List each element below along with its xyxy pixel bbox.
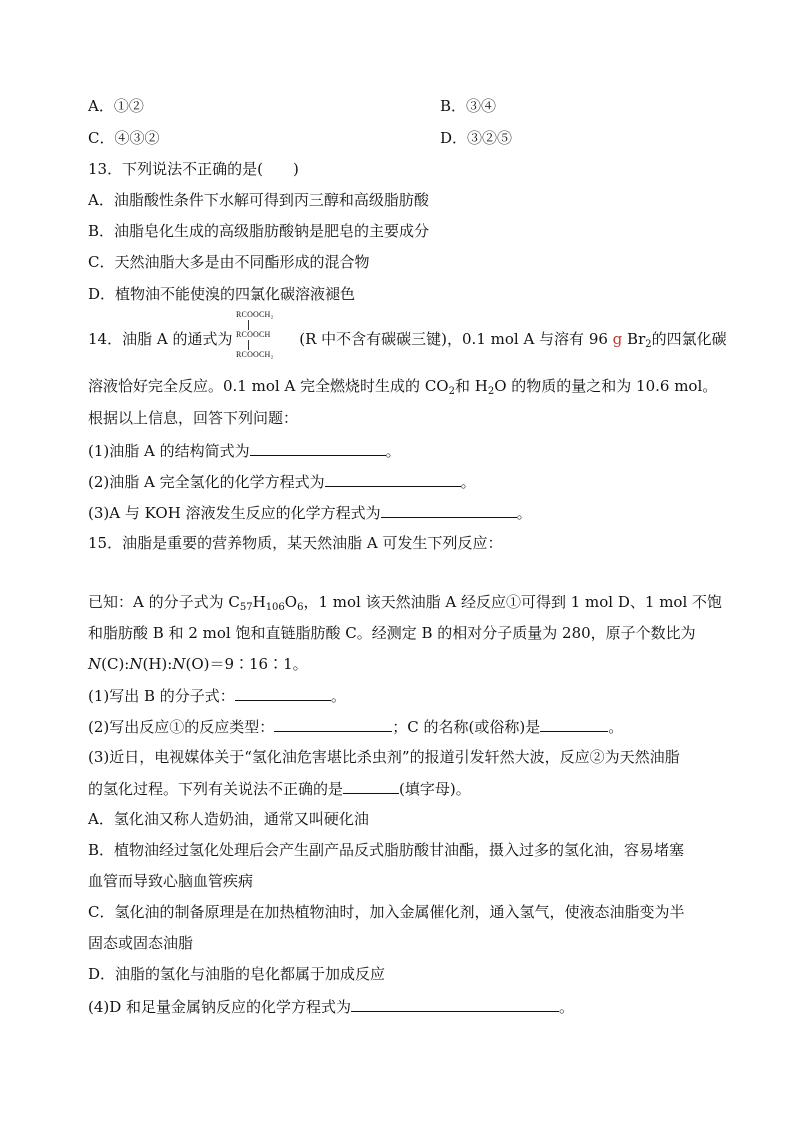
q15-option-c-line-1: C．氢化油的制备原理是在加热植物油时，加入金属催化剂，通入氢气，使液态油脂变为半 [88, 903, 685, 921]
answer-blank[interactable] [274, 716, 392, 732]
ratio-n: N [88, 655, 102, 673]
c-subscript: 57 [239, 602, 253, 613]
q14-stem-post-2: Br [622, 330, 646, 348]
answer-blank[interactable] [540, 716, 608, 732]
q15-stem: 15．油脂是重要的营养物质，某天然油脂 A 可发生下列反应： [88, 534, 503, 552]
known-text-d: ，1 mol 该天然油脂 A 经反应①可得到 1 mol D、1 mol 不饱 [303, 593, 723, 611]
formula-line-3: RCOOCH₂ [236, 350, 274, 359]
h2o-subscript: 2 [487, 386, 495, 397]
q14-part-3-text: (3)A 与 KOH 溶液发生反应的化学方程式为 [88, 504, 381, 522]
q15-part-2-text-b: ；C 的名称(或俗称)是 [392, 718, 541, 736]
q14-stem-post-1: (R 中不含有碳碳三键)，0.1 mol A 与溶有 96 [294, 330, 613, 348]
q15-part-1 [88, 685, 346, 706]
q13-option-b: B．油脂皂化生成的高级脂肪酸钠是肥皂的主要成分 [88, 222, 430, 240]
q15-part-3-line-1: (3)近日，电视媒体关于“氢化油危害堪比杀虫剂”的报道引发轩然大波，反应②为天然油脂 [88, 748, 680, 766]
known-text-c: O [284, 593, 298, 611]
answer-blank[interactable] [351, 996, 559, 1012]
ratio-n: N [129, 655, 143, 673]
q14-part-3 [88, 502, 532, 523]
known-text-b: H [252, 593, 266, 611]
q15-part-3-hint: (填字母)。 [399, 780, 471, 798]
gram-unit: g [612, 330, 623, 348]
q15-option-d: D．油脂的氢化与油脂的皂化都属于加成反应 [88, 965, 386, 983]
q12-option-d: D．③②⑤ [440, 129, 513, 147]
h-subscript: 106 [265, 602, 285, 613]
q13-stem: 13．下列说法不正确的是( ) [88, 160, 299, 178]
ratio-o: (O)＝9∶16∶1。 [185, 655, 308, 673]
co2-subscript: 2 [448, 386, 455, 397]
br-subscript: 2 [645, 339, 652, 350]
formula-line-1: RCOOCH₂ [236, 310, 274, 319]
answer-blank[interactable] [325, 471, 461, 487]
known-text-a: 已知：A 的分子式为 C [88, 593, 240, 611]
ratio-h: (H): [142, 655, 173, 673]
q14-part-2 [88, 471, 476, 492]
q14-line-3: 根据以上信息，回答下列问题： [88, 409, 299, 427]
q14-stem-post-3: 的四氯化碳 [651, 330, 727, 348]
formula-line-2: RCOOCH [236, 330, 271, 339]
period: 。 [330, 687, 346, 705]
q12-option-a: A．①② [88, 97, 144, 115]
answer-blank[interactable] [343, 778, 399, 794]
answer-blank[interactable] [381, 502, 517, 518]
q14-line-2-pre: 溶液恰好完全反应。0.1 mol A 完全燃烧时生成的 CO [88, 377, 449, 395]
q14-part-1 [88, 440, 401, 461]
q14-part-1-text: (1)油脂 A 的结构简式为 [88, 442, 250, 460]
answer-blank[interactable] [250, 440, 386, 456]
q15-option-b-line-2: 血管而导致心脑血管疾病 [88, 872, 254, 890]
q15-known-line-1 [88, 592, 722, 612]
q12-option-b: B．③④ [440, 97, 497, 115]
ratio-n: N [172, 655, 186, 673]
answer-blank[interactable] [235, 685, 331, 701]
q15-option-c-line-2: 固态或固态油脂 [88, 934, 194, 952]
period: 。 [608, 718, 624, 736]
q15-part-2 [88, 716, 623, 737]
q12-options-row-2 [88, 128, 513, 148]
q15-part-2-text-a: (2)写出反应①的反应类型： [88, 718, 275, 736]
ratio-c: (C): [101, 655, 130, 673]
q13-option-d: D．植物油不能使溴的四氯化碳溶液褪色 [88, 285, 356, 303]
q15-part-3-text: 的氢化过程。下列有关说法不正确的是 [88, 780, 344, 798]
period: 。 [385, 442, 401, 460]
q15-part-3-line-2 [88, 778, 471, 799]
q13-option-a: A．油脂酸性条件下水解可得到丙三醇和高级脂肪酸 [88, 191, 429, 209]
q15-option-b-line-1: B．植物油经过氢化处理后会产生副产品反式脂肪酸甘油酯，摄入过多的氢化油，容易堵塞 [88, 841, 685, 859]
q15-part-4 [88, 996, 574, 1017]
q14-line-2-post: O 的物质的量之和为 10.6 mol。 [494, 377, 718, 395]
q15-part-1-text: (1)写出 B 的分子式： [88, 687, 235, 705]
period: 。 [559, 998, 575, 1016]
q15-known-line-2: 和脂肪酸 B 和 2 mol 饱和直链脂肪酸 C。经测定 B 的相对分子质量为 280，原子个数比为 [88, 624, 696, 642]
q15-option-a: A．氢化油又称人造奶油，通常又叫硬化油 [88, 810, 369, 828]
q15-part-4-text: (4)D 和足量金属钠反应的化学方程式为 [88, 998, 352, 1016]
q14-part-2-text: (2)油脂 A 完全氢化的化学方程式为 [88, 473, 325, 491]
q13-option-c: C．天然油脂大多是由不同酯形成的混合物 [88, 253, 370, 271]
period: 。 [460, 473, 476, 491]
q14-line-2-mid: 和 H [454, 377, 488, 395]
o-subscript: 6 [297, 602, 304, 613]
q14-stem [88, 329, 727, 349]
q15-ratio-line [88, 654, 308, 674]
q14-line-2 [88, 376, 717, 396]
q12-option-c: C．④③② [88, 129, 160, 147]
q12-options-row-1 [88, 96, 497, 116]
period: 。 [516, 504, 532, 522]
q14-stem-pre: 14．油脂 A 的通式为 [88, 330, 233, 348]
